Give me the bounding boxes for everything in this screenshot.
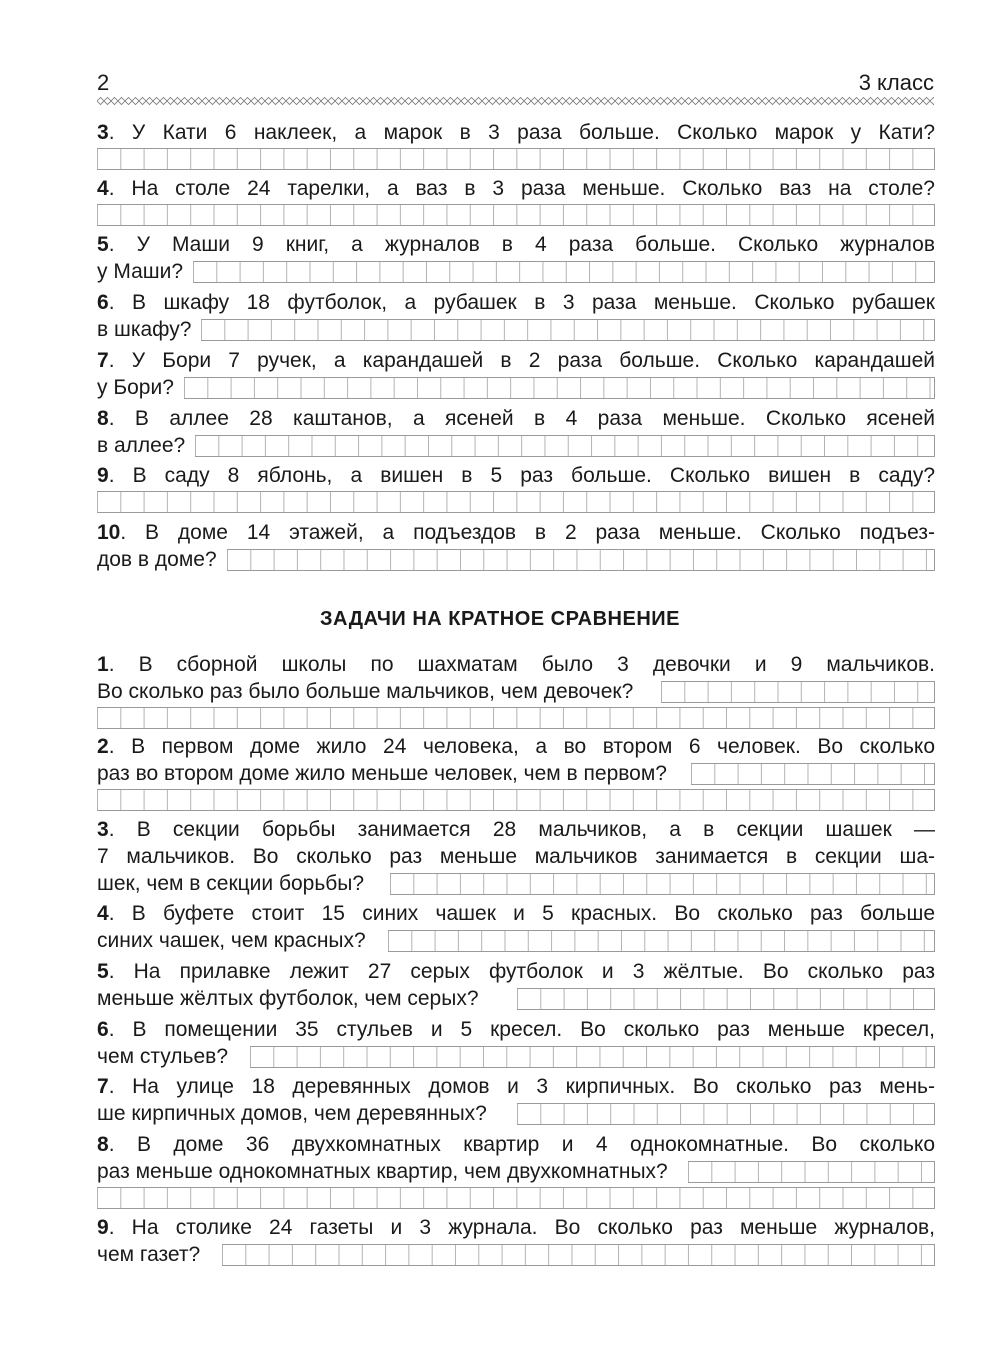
answer-grid[interactable] [250,1046,935,1068]
task-item: 4. На столе 24 тарелки, а ваз в 3 раза меньше. Сколько ваз на столе? [97,175,935,226]
task-item: 7. На улице 18 деревянных домов и 3 кирпичных. Во сколько раз мень- ше кирпичных домов, чем деревянных? [97,1075,935,1125]
task-item: 8. В аллее 28 каштанов, а ясеней в 4 раза меньше. Сколько ясеней в аллее? [97,407,935,457]
task-item: 8. В доме 36 двухкомнатных квартир и 4 однокомнатные. Во сколько раз меньше однокомнатных квартир, чем двухкомнатных? [97,1131,935,1209]
answer-grid[interactable] [227,549,935,571]
answer-grid[interactable] [688,1161,935,1183]
answer-grid[interactable] [222,1244,935,1266]
answer-grid[interactable] [390,873,935,895]
task-item: 6. В помещении 35 стульев и 5 кресел. Во сколько раз меньше кресел, чем стульев? [97,1018,935,1068]
answer-grid[interactable] [691,763,935,785]
task-item: 7. У Бори 7 ручек, а карандашей в 2 раза больше. Сколько карандашей у Бори? [97,349,935,399]
task-item: 9. В саду 8 яблонь, а вишен в 5 раз больше. Сколько вишен в саду? [97,462,935,513]
answer-grid[interactable] [97,491,935,513]
answer-grid[interactable] [184,377,935,399]
answer-grid[interactable] [388,930,935,952]
task-item: 5. На прилавке лежит 27 серых футболок и 3 жёлтые. Во сколько раз меньше жёлтых футболок, чем серых? [97,960,935,1010]
answer-grid[interactable] [97,789,935,811]
task-item: 9. На столике 24 газеты и 3 журнала. Во сколько раз меньше журналов, чем газет? [97,1216,935,1266]
answer-grid[interactable] [517,1103,935,1125]
answer-grid[interactable] [97,148,935,170]
answer-grid[interactable] [661,681,935,703]
section-title: ЗАДАЧИ НА КРАТНОЕ СРАВНЕНИЕ [319,608,680,630]
answer-grid[interactable] [97,1187,935,1209]
task-item: 5. У Маши 9 книг, а журналов в 4 раза больше. Сколько журналов у Маши? [97,233,935,283]
grade-label: 3 класс [858,70,934,95]
answer-grid[interactable] [193,261,935,283]
page-header [97,66,934,96]
task-item: 10. В доме 14 этажей, а подъездов в 2 раза меньше. Сколько подъез- дов в доме? [97,521,935,571]
decorative-border [97,96,934,106]
answer-grid[interactable] [517,988,936,1010]
task-item: 1. В сборной школы по шахматам было 3 девочки и 9 мальчиков. Во сколько раз было больше мальчиков, чем девочек? [97,651,935,729]
task-item: 3. В секции борьбы занимается 28 мальчиков, а в секции шашек — 7 мальчиков. Во сколько раз меньше мальчиков занимается в секции ша- шек, чем в секции борьбы? [97,818,935,895]
answer-grid[interactable] [97,707,935,729]
task-item: 2. В первом доме жило 24 человека, а во втором 6 человек. Во сколько раз во втором доме жило меньше человек, чем в первом? [97,733,935,811]
task-item: 3. У Кати 6 наклеек, а марок в 3 раза больше. Сколько марок у Кати? [97,119,935,170]
answer-grid[interactable] [195,435,935,457]
answer-grid[interactable] [201,319,935,341]
task-item: 6. В шкафу 18 футболок, а рубашек в 3 раза меньше. Сколько рубашек в шкафу? [97,291,935,341]
page-number: 2 [97,70,110,95]
answer-grid[interactable] [97,204,935,226]
task-item: 4. В буфете стоит 15 синих чашек и 5 красных. Во сколько раз больше синих чашек, чем красных? [97,902,935,952]
